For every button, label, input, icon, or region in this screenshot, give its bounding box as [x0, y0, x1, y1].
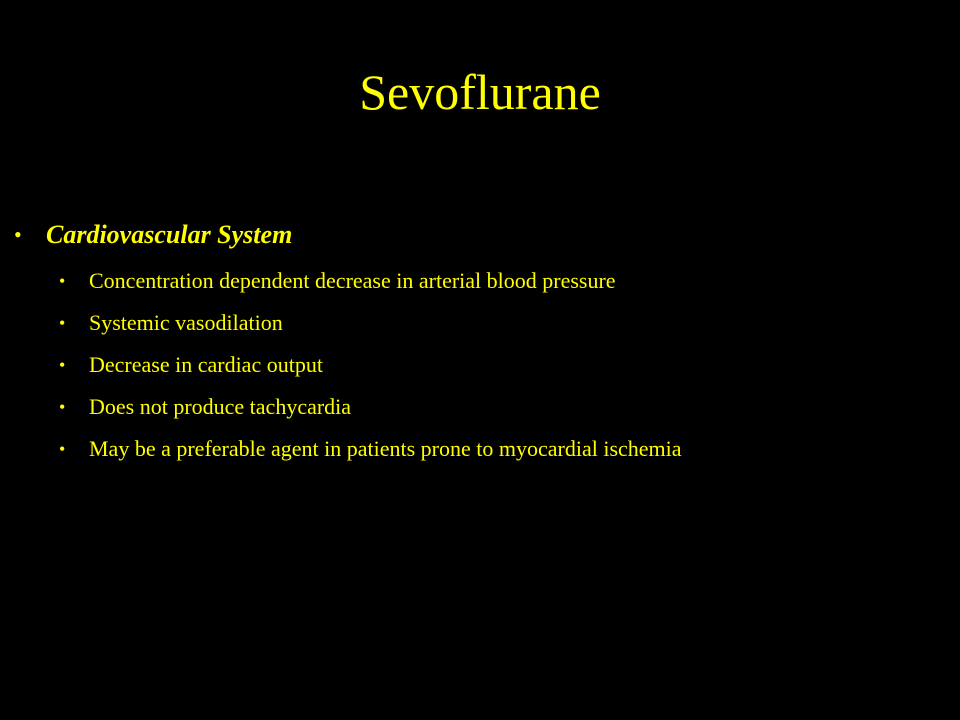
bullet-text: May be a preferable agent in patients prone to myocardial ischemia: [89, 436, 682, 461]
bullet-icon: •: [59, 355, 66, 375]
bullet-icon: •: [14, 222, 22, 247]
bullet-icon: •: [59, 439, 66, 459]
bullet-icon: •: [59, 397, 66, 417]
bullet-icon: •: [59, 313, 66, 333]
bullet-level2: [0, 386, 960, 428]
bullet-text: Systemic vasodilation: [89, 310, 283, 335]
bullet-level1: [0, 212, 960, 260]
bullet-icon: •: [59, 271, 66, 291]
bullet-level2: [0, 344, 960, 386]
section-heading: Cardiovascular System: [46, 220, 293, 249]
bullet-text: Concentration dependent decrease in arterial blood pressure: [89, 268, 616, 293]
slide-body: [0, 212, 960, 470]
bullet-level2: [0, 428, 960, 470]
bullet-level2: [0, 260, 960, 302]
bullet-text: Does not produce tachycardia: [89, 394, 352, 419]
slide-title: Sevoflurane: [359, 64, 601, 120]
bullet-level2: [0, 302, 960, 344]
bullet-text: Decrease in cardiac output: [89, 352, 323, 377]
